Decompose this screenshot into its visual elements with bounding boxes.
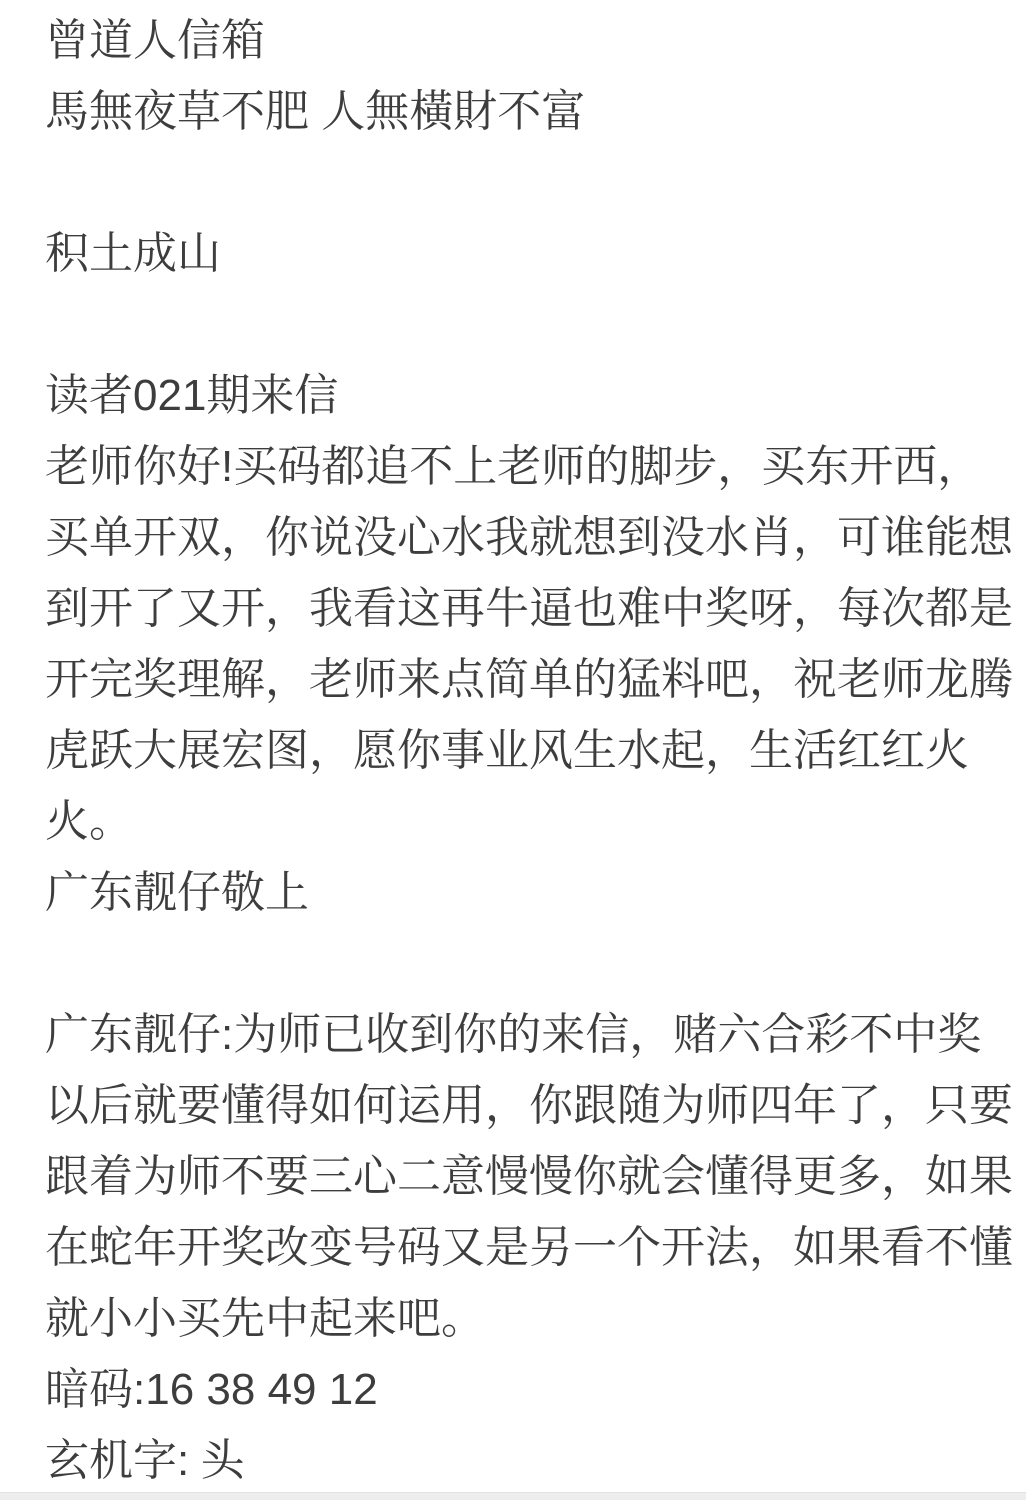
mystery-word-label: 玄机字:	[45, 1436, 190, 1485]
secret-code-label: 暗码:	[45, 1365, 146, 1414]
page-title: 曾道人信箱	[45, 16, 265, 65]
secret-code-line	[45, 1354, 1013, 1425]
master-reply-body: 广东靓仔:为师已收到你的来信，赌六合彩不中奖以后就要懂得如何运用，你跟随为师四年了，只要跟着为师不要三心二意慢慢你就会懂得更多，如果在蛇年开奖改变号码又是另一个开法，如果看不懂就小小买先中起来吧。	[45, 1010, 1013, 1343]
secret-code-value: 16 38 49 12	[145, 1365, 378, 1414]
mystery-word-value: 头	[200, 1436, 245, 1485]
reader-letter-signature: 广东靓仔敬上	[45, 868, 309, 917]
mystery-word-line	[45, 1425, 1013, 1496]
reader-letter-heading: 读者021期来信	[45, 371, 339, 420]
motto-line: 馬無夜草不肥 人無橫財不富	[45, 87, 586, 136]
blank-line	[45, 289, 1013, 360]
blank-line	[45, 147, 1013, 218]
bottom-divider	[0, 1492, 1026, 1500]
blank-line	[45, 928, 1013, 999]
reader-letter-body: 老师你好!买码都追不上老师的脚步，买东开西，买单开双，你说没心水我就想到没水肖，可谁能想到开了又开，我看这再牛逼也难中奖呀，每次都是开完奖理解，老师来点简单的猛料吧，祝老师龙腾虎跃大展宏图，愿你事业风生水起，生活红红火火。	[45, 442, 1013, 846]
idiom-line: 积土成山	[45, 229, 221, 278]
